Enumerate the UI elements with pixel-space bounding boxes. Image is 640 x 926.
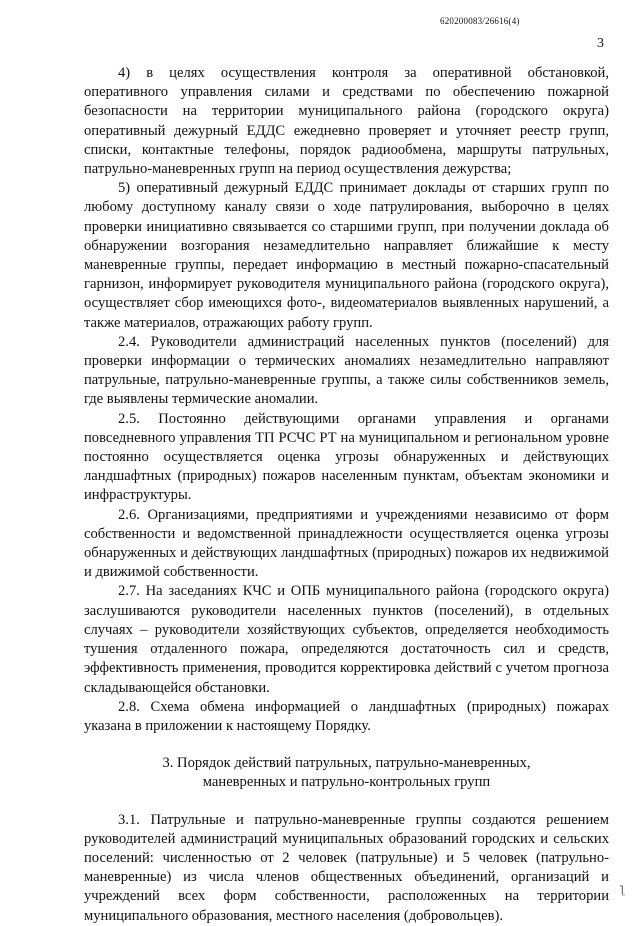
paragraph-item-5: 5) оперативный дежурный ЕДДС принимает доклады от старших групп по любому доступному каналу связи о ходе патрулирования, выборочно в целях проверки инициативно связывается со старшими групп, при получении доклада об обнаружении возгорания незамедлительно направляет ближайшие к месту маневренные группы, передает информацию в местный пожарно-спасательный гарнизон, информирует руководителя муниципального района (городского округа), осуществляет сбор имеющихся фото-, видеоматериалов выявленных нарушений, а также материалов, отражающих работу групп. [84, 180, 609, 331]
paragraph-3-1: 3.1. Патрульные и патрульно-маневренные группы создаются решением руководителей администраций муниципальных образований городских и сельских поселений: численностью от 2 человек (патрульные) и 5 человек (патрульно-маневренные) из числа членов общественных объединений, организаций и учреждений всех форм собственности, расположенных на территории муниципального образования, местного населения (добровольцев). [84, 811, 609, 924]
paragraph-2-4: 2.4. Руководители администраций населенных пунктов (поселений) для проверки информации о термических аномалиях незамедлительно направляют патрульные, патрульно-маневренные группы, а также силы собственников земель, где выявлены термические аномалии. [84, 333, 609, 408]
section-heading-line-1: 3. Порядок действий патрульных, патрульно-маневренных, [162, 755, 531, 772]
handwritten-mark: ƪ [620, 882, 625, 896]
paragraph-item-4: 4) в целях осуществления контроля за оперативной обстановкой, оперативного управления силами и средствами по обеспечению пожарной безопасности на территории муниципального района (городского округа) оперативный дежурный ЕДДС ежедневно проверяет и уточняет реестр групп, списки, контактные телефоны, порядок радиообмена, маршруты патрульных, патрульно-маневренных групп на период осуществления дежурства; [84, 65, 609, 178]
section-heading [84, 754, 609, 792]
page-number: 3 [597, 36, 604, 51]
document-code: 620200083/26616(4) [440, 16, 520, 26]
section-heading-line-2: маневренных и патрульно-контрольных групп [202, 774, 491, 791]
paragraph-2-7: 2.7. На заседаниях КЧС и ОПБ муниципального района (городского округа) заслушиваются руководители населенных пунктов (поселений), в отдельных случаях – руководители хозяйствующих субъектов, определяется необходимость тушения отдаленного пожара, определяются достаточность сил и средств, эффективность применения, проводится корректировка действий с учетом прогноза складывающейся обстановки. [84, 583, 609, 696]
document-body [84, 64, 609, 926]
paragraph-2-5: 2.5. Постоянно действующими органами управления и органами повседневного управления ТП РСЧС РТ на муниципальном и региональном уровне постоянно осуществляется оценка угрозы обнаруженных и действующих ландшафтных (природных) пожаров населенным пунктам, объектам экономики и инфраструктуры. [84, 410, 609, 504]
paragraph-2-6: 2.6. Организациями, предприятиями и учреждениями независимо от форм собственности и ведомственной принадлежности осуществляется оценка угрозы обнаруженных и действующих ландшафтных (природных) пожаров их недвижимой и движимой собственности. [84, 506, 609, 581]
paragraph-2-8: 2.8. Схема обмена информацией о ландшафтных (природных) пожарах указана в приложении к настоящему Порядку. [84, 698, 609, 734]
